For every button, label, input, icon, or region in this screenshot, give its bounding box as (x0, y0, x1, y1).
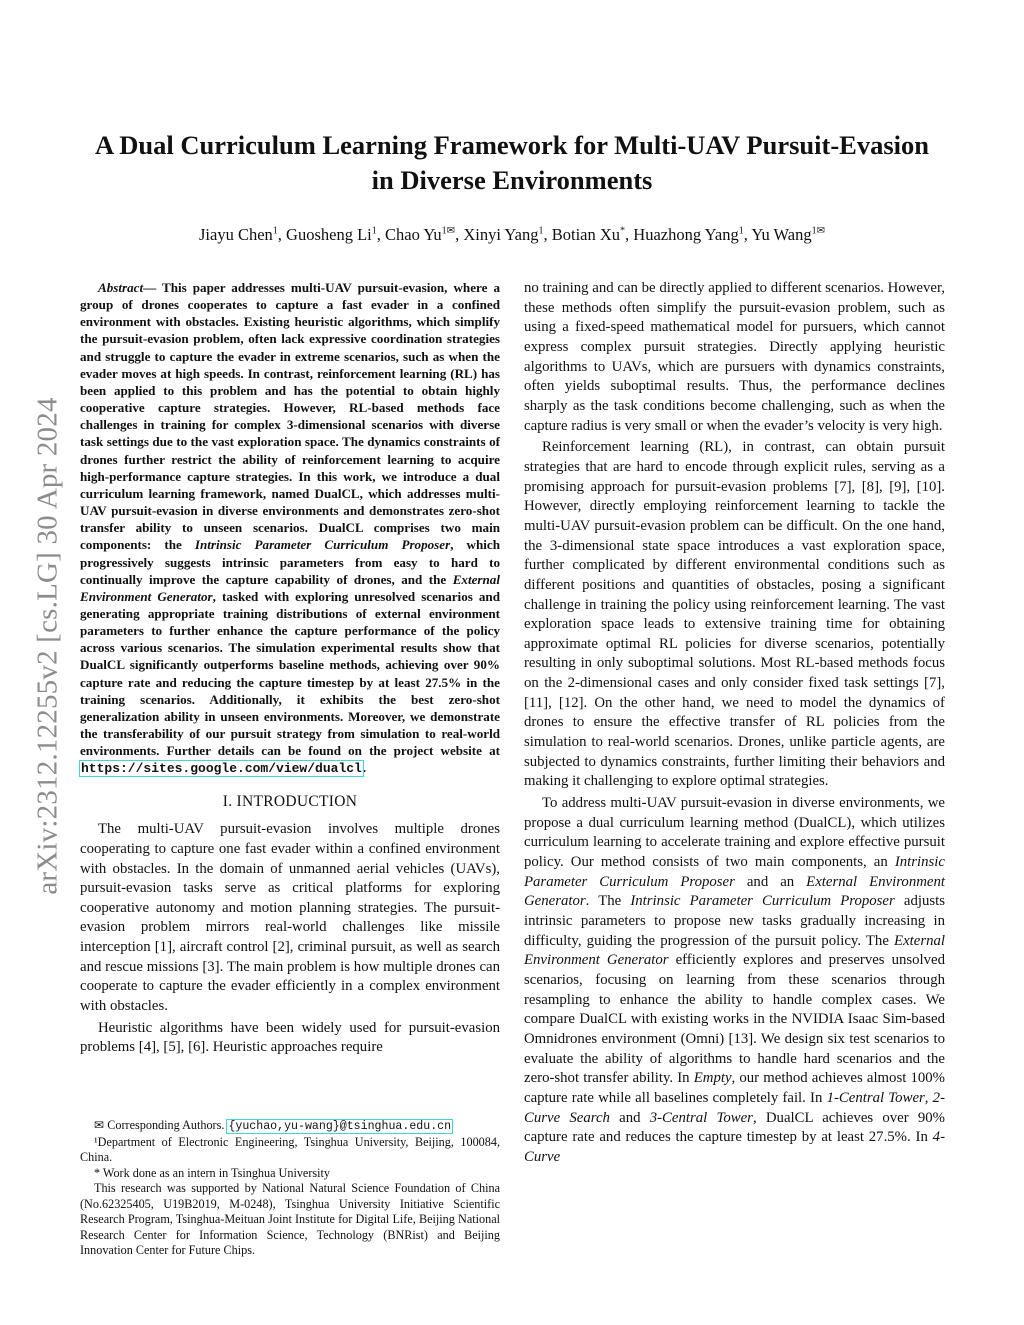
abstract: Abstract— This paper addresses multi-UAV pursuit-evasion, where a group of drones cooperates to capture a fast evader in a confined environment with obstacles. Existing heuristic algorithms, which simplify the pursuit-evasion problem, often lack expressive coordination strategies and struggle to capture the evader in extreme scenarios, such as when the evader moves at high speeds. In contrast, reinforcement learning (RL) has been applied to this problem and has the potential to obtain highly cooperative capture strategies. However, RL-based methods face challenges in training for complex 3-dimensional scenarios with diverse task settings due to the vast exploration space. The dynamics constraints of drones further restrict the ability of reinforcement learning to acquire high-performance capture strategies. In this work, we introduce a dual curriculum learning framework, named DualCL, which addresses multi-UAV pursuit-evasion in diverse environments and demonstrates zero-shot transfer ability to unseen scenarios. DualCL comprises two main components: the Intrinsic Parameter Curriculum Proposer, which progressively suggests intrinsic parameters from easy to hard to continually improve the capture capability of drones, and the External Environment Generator, tasked with exploring unresolved scenarios and generating appropriate training distributions of external environment parameters to further enhance the capture performance of the policy across various scenarios. The simulation experimental results show that DualCL significantly outperforms baseline methods, achieving over 90% capture rate and reducing the capture timestep by at least 27.5% in the training scenarios. Additionally, it exhibits the best zero-shot generalization ability in unseen environments. Moreover, we demonstrate the transferability of our pursuit strategy from simulation to real-world environments. Further details can be found on the project website at https://sites.google.com/view/dualcl. (80, 280, 500, 777)
author: Huazhong Yang$^1$, (633, 225, 752, 244)
footnote-funding: This research was supported by National Natural Science Foundation of China (No.62325405, U19B2019, M-0248), Tsinghua University Initiative Scientific Research Program, Tsinghua-Meituan Joint Institute for Digital Life, Beijing National Research Center for Information Science, Technology (BNRist) and Beijing Innovation Center for Future Chips. (80, 1181, 500, 1257)
section-heading-introduction: I. INTRODUCTION (222, 792, 358, 810)
author: Xinyi Yang$^1$, (463, 225, 552, 244)
paragraph: Heuristic algorithms have been widely used for pursuit-evasion problems [4], [5], [6]. Heuristic approaches require (80, 1019, 500, 1056)
left-column (80, 279, 500, 1060)
right-column (524, 279, 945, 1170)
footnotes (80, 1118, 500, 1259)
author: Jiayu Chen$^1$, (198, 225, 287, 244)
corresponding-email-link[interactable]: {yuchao,yu-wang}@tsinghua.edu.cn (228, 1120, 452, 1133)
paper-title (60, 128, 964, 198)
paragraph: Reinforcement learning (RL), in contrast, can obtain pursuit strategies that are hard to encode through explicit rules, serving as a promising approach for pursuit-evasion problems [7], [8], [9], [10]. However, directly employing reinforcement learning to tackle the multi-UAV pursuit-evasion problem can be difficult. On the one hand, the 3-dimensional state space introduces a vast exploration space, further complicated by different environmental conditions such as different positions and quantities of obstacles, posing a significant challenge in training the policy using reinforcement learning. The vast exploration space leads to extensive training time for obtaining approximate optimal RL policies for diverse scenarios, potentially resulting in only suboptimal solutions. Most RL-based methods focus on the 2-dimensional cases and only consider fixed task settings [7], [11], [12]. On the other hand, we need to model the dynamics of drones to ensure the effective transfer of RL policies from the simulation to real-world scenarios. Drones, unlike particle agents, are subjected to dynamics constraints, further limiting their behaviors and making it challenging to explore optimal strategies. (524, 439, 945, 790)
paragraph: no training and can be directly applied to different scenarios. However, these methods often simplify the pursuit-evasion problem, such as using a fixed-speed mathematical model for pursuers, which cannot express complex pursuit strategies. Directly applying heuristic algorithms to UAVs, which are pursuers with dynamics constraints, often yields suboptimal results. Thus, the performance declines sharply as the task conditions become challenging, such as when the capture radius is very small or when the evader’s velocity is very high. (524, 280, 945, 434)
paragraph: The multi-UAV pursuit-evasion involves multiple drones cooperating to capture one fast evader within a confined environment with obstacles. In the domain of unmanned aerial vehicles (UAVs), pursuit-evasion tasks serve as critical platforms for exploring cooperative autonomy and motion planning strategies. The pursuit-evasion problem mirrors real-world challenges like missile interception [1], aircraft control [2], criminal pursuit, as well as search and rescue missions [3]. The main problem is how multiple drones can cooperate to capture the evader efficiently in a complex environment with obstacles. (80, 821, 500, 1015)
paragraph: To address multi-UAV pursuit-evasion in diverse environments, we propose a dual curriculum learning method (DualCL), which utilizes curriculum learning to accelerate training and explore effective pursuit policy. Our method consists of two main components, an Intrinsic Parameter Curriculum Proposer and an External Environment Generator. The Intrinsic Parameter Curriculum Proposer adjusts intrinsic parameters to propose new tasks gradually increasing in difficulty, guiding the progression of the pursuit policy. The External Environment Generator efficiently explores and preserves unsolved scenarios, focusing on learning from these scenarios through resampling to enhance the ability to handle complex cases. We compare DualCL with existing works in the NVIDIA Isaac Sim-based Omnidrones environment (Omni) [13]. We design six test scenarios to evaluate the ability of algorithms to handle hard scenarios and the zero-shot transfer ability. In Empty, our method achieves almost 100% capture rate while all baselines completely fail. In 1-Central Tower, 2-Curve Search and 3-Central Tower, DualCL achieves over 90% capture rate and reduces the capture timestep by at least 27.5%. In 4-Curve (524, 795, 945, 1165)
arxiv-identifier-text: arXiv:2312.12255v2 [cs.LG] 30 Apr 2024 (31, 397, 64, 895)
author: Guosheng Li$^1$, (286, 225, 385, 244)
author-list (60, 224, 964, 246)
paper-title-line-1: A Dual Curriculum Learning Framework for Multi-UAV Pursuit-Evasion (94, 130, 930, 160)
author: Chao $Yu^{1✉}$, (384, 225, 464, 244)
author: Botian Xu*, (551, 225, 634, 244)
arxiv-identifier (28, 346, 68, 946)
paper-title-line-2: in Diverse Environments (371, 165, 653, 195)
footnote-corresponding: ✉ Corresponding Authors. {yuchao,yu-wang}@tsinghua.edu.cn (94, 1118, 452, 1133)
project-website-link[interactable]: https://sites.google.com/view/dualcl (81, 761, 362, 777)
footnote-intern: * Work done as an intern in Tsinghua University (94, 1165, 331, 1180)
abstract-label: Abstract (98, 280, 144, 295)
footnote-affiliation: ¹Department of Electronic Engineering, Tsinghua University, Beijing, 100084, China. (80, 1134, 500, 1164)
author: Yu Wang$^{1✉}$ (751, 225, 825, 244)
